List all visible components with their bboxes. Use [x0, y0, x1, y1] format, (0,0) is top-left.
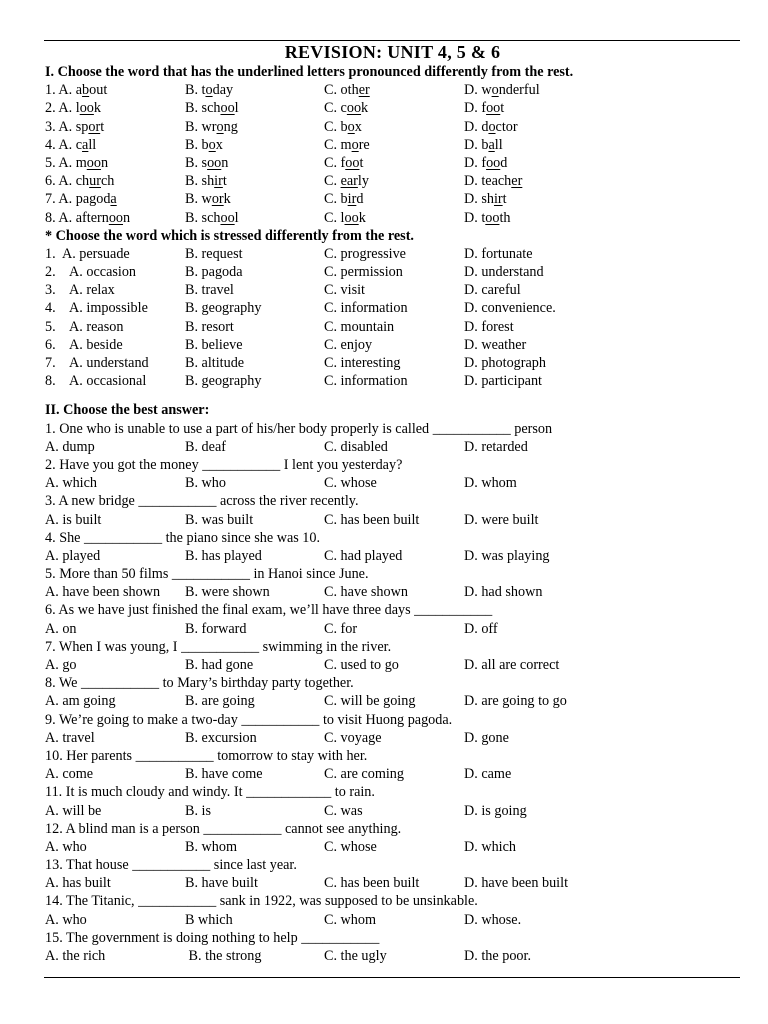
underlined-letters: oo [345, 154, 360, 171]
worksheet [45, 41, 740, 965]
answer-option: B. had gone [185, 657, 254, 674]
answer-option: C. for [324, 620, 358, 637]
option-text: B. t [185, 82, 206, 99]
answer-option: C. will be going [324, 693, 416, 710]
option-text: t [502, 191, 507, 208]
underlined-letters: oo [108, 209, 124, 226]
options-row [45, 947, 740, 965]
answer-option: C. have shown [324, 584, 408, 601]
question-text: 13. That house ___________ since last year. [45, 857, 297, 874]
options-row [45, 511, 740, 529]
answer-option: A. played [45, 547, 101, 564]
option-text: C. m [324, 136, 352, 153]
answer-option: A. travel [45, 729, 95, 746]
option-text: x [215, 136, 223, 153]
answer-option [324, 99, 464, 117]
answer-option: 3. A. relax [45, 282, 115, 299]
question-text: 14. The Titanic, ___________ sank in 1922, was supposed to be unsinkable. [45, 893, 478, 910]
option-text: k [93, 100, 101, 117]
answer-option [185, 118, 324, 136]
answer-option: A. have been shown [45, 584, 161, 601]
answer-option: D. had shown [464, 584, 543, 601]
answer-option [324, 190, 464, 208]
answer-option: D. fortunate [464, 245, 533, 262]
underlined-letters: o [205, 82, 213, 99]
answer-option: D. all are correct [464, 657, 560, 674]
stress-row [45, 372, 740, 390]
pronunciation-row [45, 209, 740, 227]
option-text: B. sh [185, 173, 215, 190]
stress-row [45, 354, 740, 372]
answer-option: 4. A. impossible [45, 300, 148, 317]
pronunciation-row [45, 172, 740, 190]
question-text: 2. Have you got the money ___________ I lent you yesterday? [45, 456, 403, 473]
answer-option: B. are going [185, 693, 255, 710]
answer-option [185, 136, 324, 154]
underlined-letters: oo [486, 154, 501, 171]
options-row [45, 838, 740, 856]
option-text: D. t [464, 209, 486, 226]
answer-option [464, 190, 740, 208]
answer-option: C. progressive [324, 245, 406, 262]
option-text: ly [357, 173, 369, 190]
answer-option: C. interesting [324, 355, 401, 372]
answer-option: B. is [185, 802, 212, 819]
option-text: l [234, 100, 239, 117]
option-text: ctor [495, 118, 518, 135]
underlined-letters: er [511, 173, 523, 190]
answer-option: D. have been built [464, 875, 569, 892]
option-text: D. b [464, 136, 489, 153]
answer-option: A. the rich [45, 948, 106, 965]
stress-row [45, 299, 740, 317]
underlined-letters: a [488, 136, 495, 153]
pronunciation-row [45, 118, 740, 136]
stress-list [45, 245, 740, 391]
answer-option: C. whom [324, 911, 377, 928]
option-text: C. l [324, 209, 345, 226]
answer-option: B. pagoda [185, 264, 243, 281]
answer-option: B. believe [185, 336, 243, 353]
underlined-letters: oo [344, 209, 359, 226]
option-text: B. w [185, 191, 212, 208]
question-text: 10. Her parents ___________ tomorrow to stay with her. [45, 747, 368, 764]
option-text: d [356, 191, 364, 208]
answer-option: D. the poor. [464, 948, 531, 965]
answer-option: C. are coming [324, 766, 404, 783]
question-text: 1. One who is unable to use a part of his/her body properly is called ___________ person [45, 420, 553, 437]
answer-option: D. participant [464, 373, 543, 390]
answer-option: A. dump [45, 438, 95, 455]
answer-option [45, 190, 185, 208]
answer-option [45, 154, 185, 172]
answer-option [324, 154, 464, 172]
answer-option: 5. A. reason [45, 318, 124, 335]
answer-option: D. which [464, 838, 517, 855]
answer-option: 2. A. occasion [45, 264, 137, 281]
answer-option: B. were shown [185, 584, 270, 601]
options-row [45, 656, 740, 674]
answer-option: C. whose [324, 475, 377, 492]
option-text: 5. A. m [45, 154, 87, 171]
underlined-letters: oo [79, 100, 94, 117]
answer-option [464, 154, 740, 172]
underlined-letters: o [208, 136, 216, 153]
underlined-letters: ur [89, 173, 101, 190]
options-row [45, 474, 740, 492]
underlined-letters: b [82, 82, 90, 99]
answer-option: C. visit [324, 282, 365, 299]
answer-option: D. off [464, 620, 498, 637]
answer-option: D. are going to go [464, 693, 567, 710]
underlined-letters: a [82, 136, 89, 153]
answer-option: B. the strong [185, 948, 262, 965]
answer-option: A. am going [45, 693, 116, 710]
pronunciation-row [45, 136, 740, 154]
answer-option: D. forest [464, 318, 514, 335]
options-row [45, 911, 740, 929]
option-text: B. wr [185, 118, 217, 135]
options-row [45, 583, 740, 601]
underlined-letters: o [488, 118, 496, 135]
underlined-letters: ir [214, 173, 223, 190]
answer-option [185, 81, 324, 99]
answer-option [464, 118, 740, 136]
stress-row [45, 245, 740, 263]
answer-option: B. forward [185, 620, 247, 637]
option-text: B. s [185, 154, 208, 171]
option-text: C. b [324, 191, 348, 208]
option-text: t [100, 118, 105, 135]
answer-option [464, 172, 740, 190]
answer-option [185, 154, 324, 172]
option-text: C. b [324, 118, 348, 135]
pronunciation-row [45, 99, 740, 117]
answer-option: D. gone [464, 729, 509, 746]
answer-option [45, 172, 185, 190]
option-text: nderful [498, 82, 540, 99]
answer-option [324, 118, 464, 136]
underlined-letters: oo [207, 154, 222, 171]
answer-option: B. request [185, 245, 243, 262]
underlined-letters: or [88, 118, 101, 135]
option-text: D. w [464, 82, 492, 99]
answer-option: B. travel [185, 282, 234, 299]
pronunciation-list [45, 81, 740, 227]
answer-option [185, 190, 324, 208]
option-text: t [222, 173, 227, 190]
answer-option: D. whose. [464, 911, 522, 928]
answer-option: B which [185, 911, 233, 928]
option-text: n [221, 154, 229, 171]
answer-option [464, 209, 740, 227]
option-text: x [354, 118, 362, 135]
answer-option: B. excursion [185, 729, 257, 746]
answer-option: D. whom [464, 475, 517, 492]
option-text: k [358, 209, 366, 226]
option-text: D. sh [464, 191, 494, 208]
answer-option [185, 209, 324, 227]
option-text: n [100, 154, 109, 171]
stress-row [45, 263, 740, 281]
question-list [45, 420, 740, 966]
answer-option: A. will be [45, 802, 102, 819]
question-text: 7. When I was young, I ___________ swimming in the river. [45, 638, 392, 655]
answer-option: D. careful [464, 282, 521, 299]
answer-option: B. have come [185, 766, 263, 783]
answer-option: C. mountain [324, 318, 395, 335]
option-text: n [123, 209, 131, 226]
underlined-letters: oo [86, 154, 101, 171]
option-text: out [89, 82, 108, 99]
question-text: 6. As we have just finished the final exam, we’ll have three days ___________ [45, 602, 493, 619]
stress-row [45, 336, 740, 354]
option-text: B. sch [185, 100, 221, 117]
option-text: D. teach [464, 173, 512, 190]
answer-option: 8. A. occasional [45, 373, 147, 390]
answer-option: B. deaf [185, 438, 226, 455]
underlined-letters: o [491, 82, 499, 99]
option-text: th [499, 209, 511, 226]
section-1-heading: I. Choose the word that has the underlined letters pronounced differently from the rest. [45, 64, 574, 80]
answer-option: C. information [324, 373, 408, 390]
option-text: ll [494, 136, 503, 153]
answer-option: B. was built [185, 511, 254, 528]
answer-option [45, 81, 185, 99]
answer-option: B. who [185, 475, 226, 492]
underlined-letters: oo [346, 100, 362, 117]
underlined-letters: oo [485, 209, 500, 226]
section-2-heading: II. Choose the best answer: [45, 402, 210, 419]
answer-option: D. convenience. [464, 300, 556, 317]
pronunciation-row [45, 154, 740, 172]
option-text: 4. A. c [45, 136, 83, 153]
answer-option: A. is built [45, 511, 102, 528]
answer-option: 7. A. understand [45, 355, 149, 372]
answer-option: D. were built [464, 511, 539, 528]
answer-option: C. whose [324, 838, 377, 855]
underlined-letters: oo [486, 100, 501, 117]
option-text: C. [324, 173, 341, 190]
option-text: B. b [185, 136, 209, 153]
option-text: B. sch [185, 209, 221, 226]
option-text: D. f [464, 100, 487, 117]
underlined-letters: o [216, 118, 224, 135]
question-text: 9. We’re going to make a two-day ___________ to visit Huong pagoda. [45, 711, 453, 728]
question-text: 8. We ___________ to Mary’s birthday party together. [45, 675, 354, 692]
answer-option: A. go [45, 657, 77, 674]
pronunciation-row [45, 190, 740, 208]
answer-option: B. whom [185, 838, 238, 855]
answer-option: D. came [464, 766, 512, 783]
answer-option [45, 118, 185, 136]
answer-option: A. on [45, 620, 77, 637]
options-row [45, 620, 740, 638]
answer-option: D. retarded [464, 438, 528, 455]
bottom-rule [44, 977, 740, 978]
answer-option: A. has built [45, 875, 111, 892]
answer-option [45, 99, 185, 117]
answer-option [324, 209, 464, 227]
option-text: 3. A. sp [45, 118, 89, 135]
spacer [45, 390, 740, 401]
answer-option: D. photograph [464, 355, 546, 372]
option-text: t [359, 154, 364, 171]
answer-option: C. has been built [324, 875, 420, 892]
answer-option [324, 172, 464, 190]
option-text: d [500, 154, 508, 171]
question-text: 12. A blind man is a person ___________ cannot see anything. [45, 820, 402, 837]
option-text: l [234, 209, 239, 226]
section-1b-heading: * Choose the word which is stressed differently from the rest. [45, 227, 414, 244]
option-text: 6. A. ch [45, 173, 90, 190]
question-text: 4. She ___________ the piano since she was 10. [45, 529, 321, 546]
options-row [45, 874, 740, 892]
options-row [45, 729, 740, 747]
answer-option: C. the ugly [324, 948, 387, 965]
answer-option: B. have built [185, 875, 258, 892]
underlined-letters: oo [220, 209, 235, 226]
option-text: 8. A. aftern [45, 209, 109, 226]
option-text: 2. A. l [45, 100, 80, 117]
answer-option [324, 81, 464, 99]
underlined-letters: or [211, 191, 224, 208]
option-text: C. oth [324, 82, 359, 99]
answer-option [464, 99, 740, 117]
answer-option: C. has been built [324, 511, 420, 528]
question-text: 3. A new bridge ___________ across the river recently. [45, 493, 359, 510]
option-text: t [500, 100, 505, 117]
answer-option: C. used to go [324, 657, 399, 674]
underlined-letters: ir [493, 191, 503, 208]
underlined-letters: ear [340, 173, 358, 190]
answer-option: D. is going [464, 802, 527, 819]
option-text: ll [88, 136, 97, 153]
answer-option: A. who [45, 838, 87, 855]
options-row [45, 547, 740, 565]
option-text: 1. A. a [45, 82, 83, 99]
underlined-letters: ir [347, 191, 357, 208]
stress-row [45, 318, 740, 336]
stress-row [45, 281, 740, 299]
underlined-letters: er [358, 82, 370, 99]
answer-option: A. who [45, 911, 87, 928]
answer-option: C. information [324, 300, 408, 317]
answer-option: A. come [45, 766, 94, 783]
answer-option [45, 136, 185, 154]
option-text: ng [223, 118, 238, 135]
answer-option: C. was [324, 802, 363, 819]
answer-option [185, 99, 324, 117]
options-row [45, 438, 740, 456]
option-text: re [358, 136, 370, 153]
option-text: day [212, 82, 234, 99]
answer-option: B. resort [185, 318, 234, 335]
option-text: k [223, 191, 231, 208]
option-text: C. c [324, 100, 347, 117]
underlined-letters: a [110, 191, 117, 208]
answer-option: 1. A. persuade [45, 245, 130, 262]
question-text: 5. More than 50 films ___________ in Hanoi since June. [45, 566, 369, 583]
options-row [45, 692, 740, 710]
answer-option: B. geography [185, 300, 262, 317]
answer-option [464, 81, 740, 99]
answer-option [324, 136, 464, 154]
option-text: 7. A. pagod [45, 191, 111, 208]
answer-option [45, 209, 185, 227]
answer-option: C. disabled [324, 438, 388, 455]
option-text: k [361, 100, 369, 117]
answer-option: C. voyage [324, 729, 382, 746]
answer-option: C. enjoy [324, 336, 373, 353]
option-text: D. f [464, 154, 487, 171]
answer-option: D. understand [464, 264, 544, 281]
answer-option: B. geography [185, 373, 262, 390]
answer-option: C. permission [324, 264, 403, 281]
answer-option [185, 172, 324, 190]
answer-option [464, 136, 740, 154]
answer-option: D. weather [464, 336, 527, 353]
options-row [45, 802, 740, 820]
question-text: 15. The government is doing nothing to help ___________ [45, 929, 380, 946]
option-text: ch [100, 173, 115, 190]
underlined-letters: o [347, 118, 355, 135]
underlined-letters: o [351, 136, 359, 153]
underlined-letters: oo [220, 100, 235, 117]
answer-option: 6. A. beside [45, 336, 123, 353]
answer-option: D. was playing [464, 547, 550, 564]
answer-option: A. which [45, 475, 98, 492]
answer-option: C. had played [324, 547, 403, 564]
options-row [45, 765, 740, 783]
option-text: D. d [464, 118, 489, 135]
answer-option: B. altitude [185, 355, 245, 372]
answer-option: B. has played [185, 547, 262, 564]
pronunciation-row [45, 81, 740, 99]
question-text: 11. It is much cloudy and windy. It ____________ to rain. [45, 784, 375, 801]
option-text: C. f [324, 154, 346, 171]
page-title: REVISION: UNIT 4, 5 & 6 [284, 42, 501, 62]
